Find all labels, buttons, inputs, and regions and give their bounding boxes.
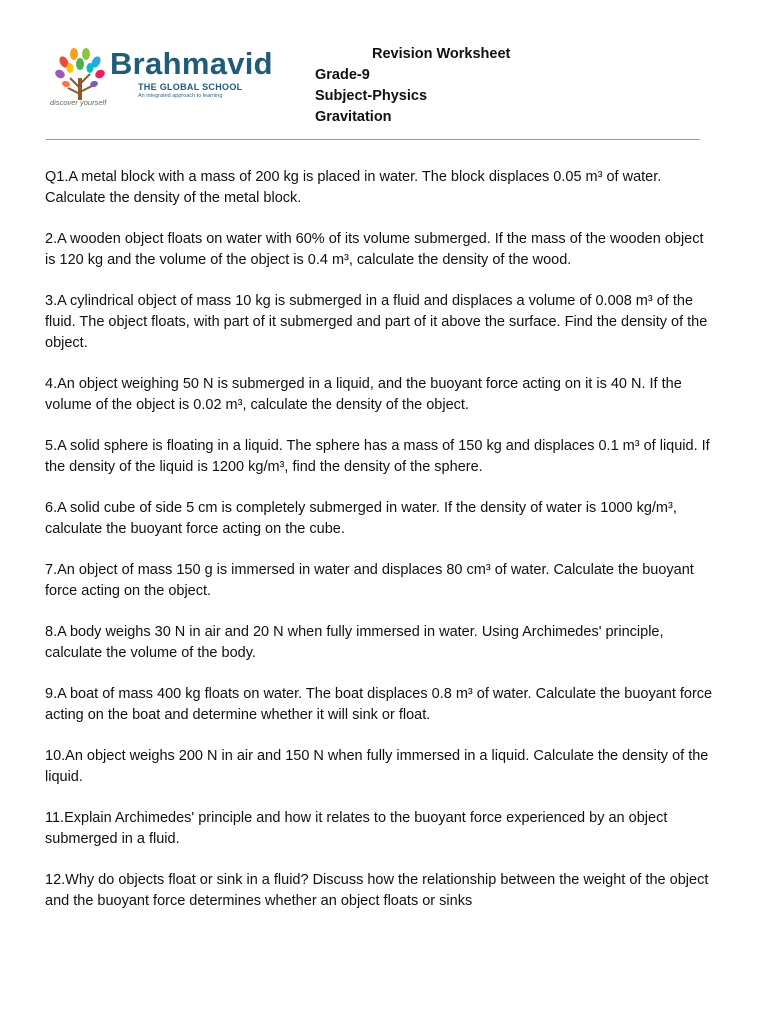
question-11: 11.Explain Archimedes' principle and how it relates to the buoyant force experienced by an object submerged in a fluid. (45, 810, 668, 847)
question-3: 3.A cylindrical object of mass 10 kg is submerged in a fluid and displaces a volume of 0.008 m³ of the fluid. The object floats, with part of it submerged and part of it above the surface. Find the density of the object. (45, 293, 708, 351)
worksheet-title: Revision Worksheet (372, 46, 511, 62)
question-10: 10.An object weighs 200 N in air and 150 N when fully immersed in a liquid. Calculate the density of the liquid. (45, 748, 709, 785)
school-motto: discover yourself (50, 98, 107, 107)
question-7: 7.An object of mass 150 g is immersed in water and displaces 80 cm³ of water. Calculate the buoyant force acting on the object. (45, 562, 694, 599)
question-2: 2.A wooden object floats on water with 60% of its volume submerged. If the mass of the wooden object is 120 kg and the volume of the object is 0.4 m³, calculate the density of the wood. (45, 231, 704, 268)
school-tagline: An integrated approach to learning (138, 93, 223, 99)
question-12: 12.Why do objects float or sink in a fluid? Discuss how the relationship between the weight of the object and the buoyant force determines whether an object floats or sinks (45, 872, 709, 909)
question-8: 8.A body weighs 30 N in air and 20 N when fully immersed in water. Using Archimedes' principle, calculate the volume of the body. (45, 624, 664, 661)
worksheet-topic: Gravitation (315, 109, 392, 125)
question-9: 9.A boat of mass 400 kg floats on water. The boat displaces 0.8 m³ of water. Calculate the buoyant force acting on the boat and determine whether it will sink or float. (45, 686, 713, 723)
worksheet-header (0, 0, 768, 140)
school-name: Brahmavid (110, 46, 273, 81)
worksheet-subject: Subject-Physics (315, 88, 428, 104)
question-5: 5.A solid sphere is floating in a liquid. The sphere has a mass of 150 kg and displaces 0.1 m³ of liquid. If the density of the liquid is 1200 kg/m³, find the density of the sphere. (45, 438, 710, 475)
school-logo (50, 44, 273, 110)
worksheet-title-block (315, 44, 510, 128)
header-divider (46, 139, 700, 140)
school-subtitle: THE GLOBAL SCHOOL (138, 82, 243, 92)
question-list (45, 167, 715, 932)
worksheet-grade: Grade-9 (315, 67, 370, 83)
question-4: 4.An object weighing 50 N is submerged in a liquid, and the buoyant force acting on it is 40 N. If the volume of the object is 0.02 m³, calculate the density of the object. (45, 376, 682, 413)
tree-logo-icon (54, 48, 106, 104)
question-1: Q1.A metal block with a mass of 200 kg is placed in water. The block displaces 0.05 m³ of water. Calculate the density of the metal block. (45, 169, 662, 206)
question-6: 6.A solid cube of side 5 cm is completely submerged in water. If the density of water is 1000 kg/m³, calculate the buoyant force acting on the cube. (45, 500, 677, 537)
